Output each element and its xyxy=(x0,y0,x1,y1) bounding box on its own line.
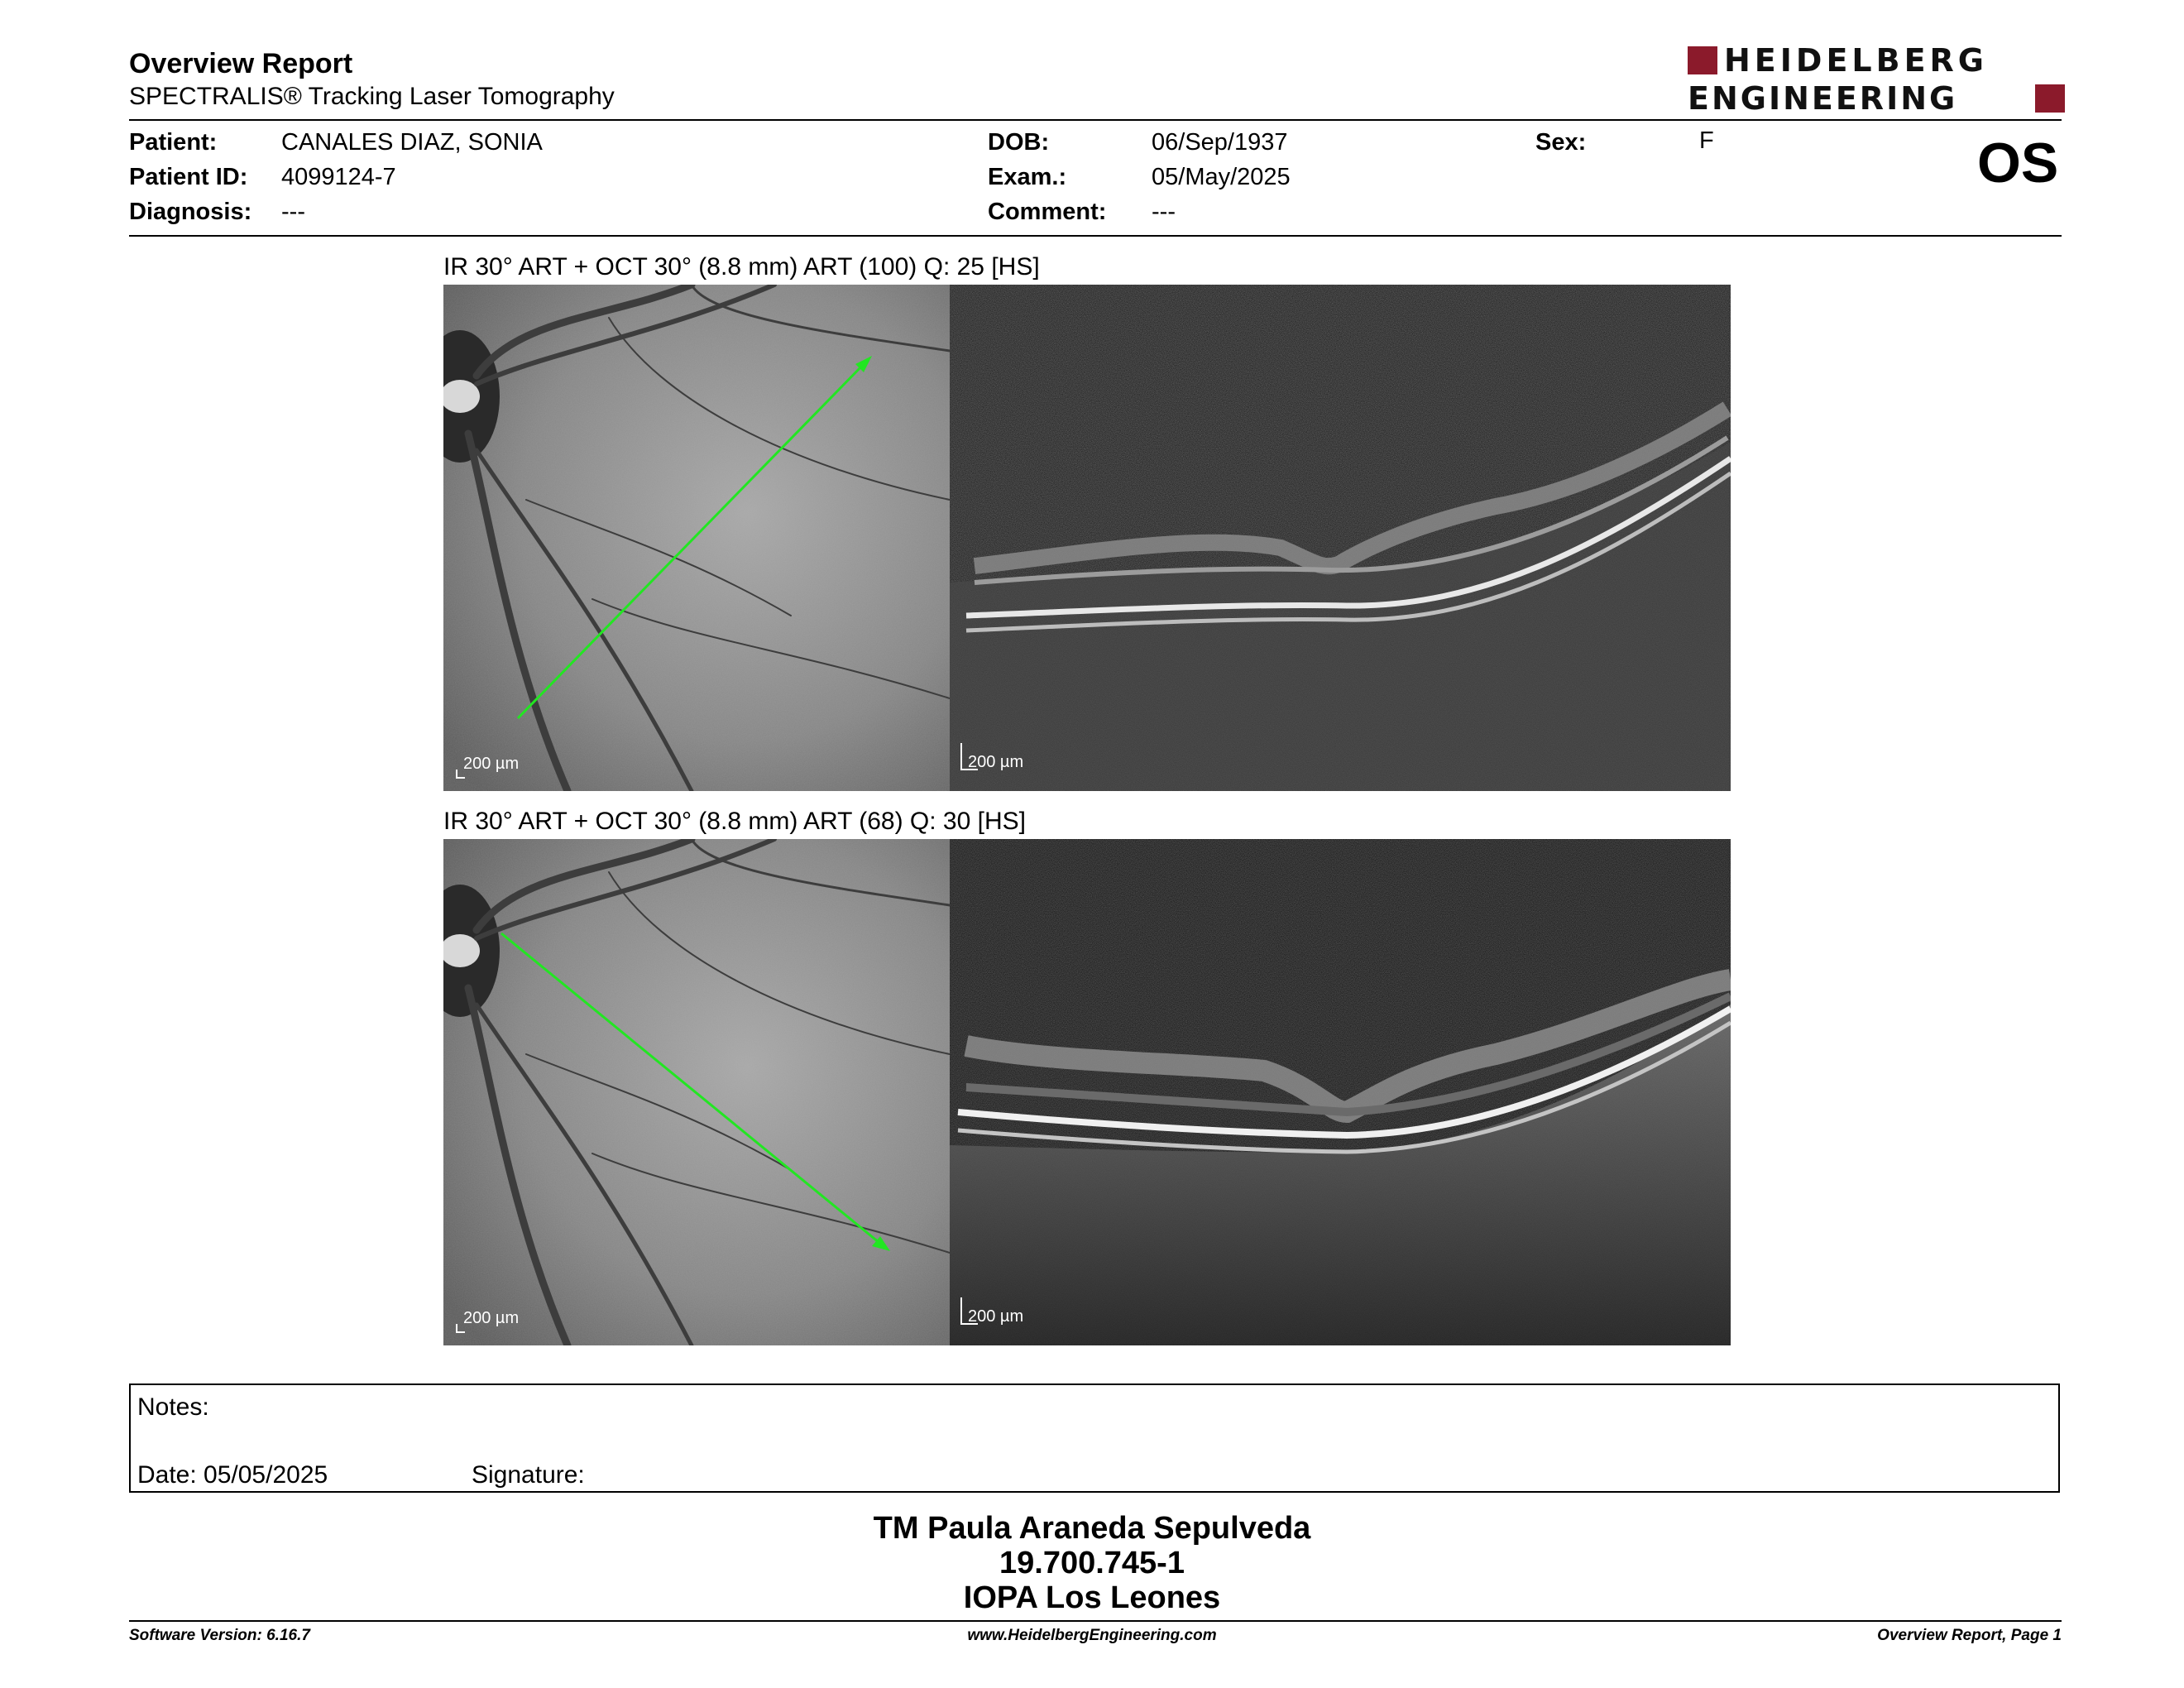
scan-2-oct-svg xyxy=(950,839,1731,1345)
report-subtitle: SPECTRALIS® Tracking Laser Tomography xyxy=(129,83,615,110)
website-link[interactable]: www.HeidelbergEngineering.com xyxy=(967,1627,1217,1644)
scan-1-fundus-scale: 200 µm xyxy=(463,755,520,773)
scan-1-oct-svg xyxy=(950,285,1731,791)
scan-1-caption: IR 30° ART + OCT 30° (8.8 mm) ART (100) Q: 25 [HS] xyxy=(443,253,1040,281)
patient-name: CANALES DIAZ, SONIA xyxy=(281,129,543,156)
software-version: Software Version: 6.16.7 xyxy=(129,1627,310,1644)
scan-1-oct-image xyxy=(950,285,1731,791)
date-label: Date: 05/05/2025 xyxy=(137,1461,328,1489)
exam-value: 05/May/2025 xyxy=(1152,164,1291,190)
signature-label: Signature: xyxy=(472,1461,585,1489)
scan-2-oct-image xyxy=(950,839,1731,1345)
signatory-institution: IOPA Los Leones xyxy=(963,1580,1221,1615)
patient-id-label: Patient ID: xyxy=(129,164,248,190)
comment-value: --- xyxy=(1152,199,1176,225)
info-divider xyxy=(129,235,2062,237)
scan-1-oct-scale: 200 µm xyxy=(968,753,1024,771)
header-divider xyxy=(129,119,2062,121)
logo-square-bottom xyxy=(2035,84,2065,113)
comment-label: Comment: xyxy=(988,199,1107,225)
patient-label: Patient: xyxy=(129,129,218,156)
scan-2-fundus-svg xyxy=(443,839,950,1345)
logo-line-1: HEIDELBERG xyxy=(1724,42,1988,79)
patient-id-value: 4099124-7 xyxy=(281,164,396,190)
exam-label: Exam.: xyxy=(988,164,1067,190)
logo-line-2: ENGINEERING xyxy=(1688,80,1958,117)
footer-divider xyxy=(129,1620,2062,1622)
dob-label: DOB: xyxy=(988,129,1050,156)
dob-value: 06/Sep/1937 xyxy=(1152,129,1288,156)
page-indicator: Overview Report, Page 1 xyxy=(1877,1627,2062,1644)
scan-2-oct-scale: 200 µm xyxy=(968,1307,1024,1326)
scan-2-fundus-image xyxy=(443,839,950,1345)
diagnosis-value: --- xyxy=(281,199,305,225)
scan-1-fundus-image xyxy=(443,285,950,791)
scan-2-fundus-scale: 200 µm xyxy=(463,1309,520,1327)
eye-indicator: OS xyxy=(1977,132,2059,194)
notes-box[interactable] xyxy=(129,1383,2060,1493)
sex-label: Sex: xyxy=(1535,129,1587,156)
signatory-id: 19.700.745-1 xyxy=(999,1546,1185,1580)
diagnosis-label: Diagnosis: xyxy=(129,199,252,225)
logo-square-top xyxy=(1688,46,1717,74)
report-title: Overview Report xyxy=(129,48,353,79)
sex-value: F xyxy=(1699,127,1714,154)
scan-1-fundus-svg xyxy=(443,285,950,791)
signatory-name: TM Paula Araneda Sepulveda xyxy=(873,1511,1311,1546)
scan-2-caption: IR 30° ART + OCT 30° (8.8 mm) ART (68) Q: 30 [HS] xyxy=(443,808,1026,835)
notes-label: Notes: xyxy=(137,1393,209,1421)
heidelberg-logo xyxy=(1688,42,2065,117)
